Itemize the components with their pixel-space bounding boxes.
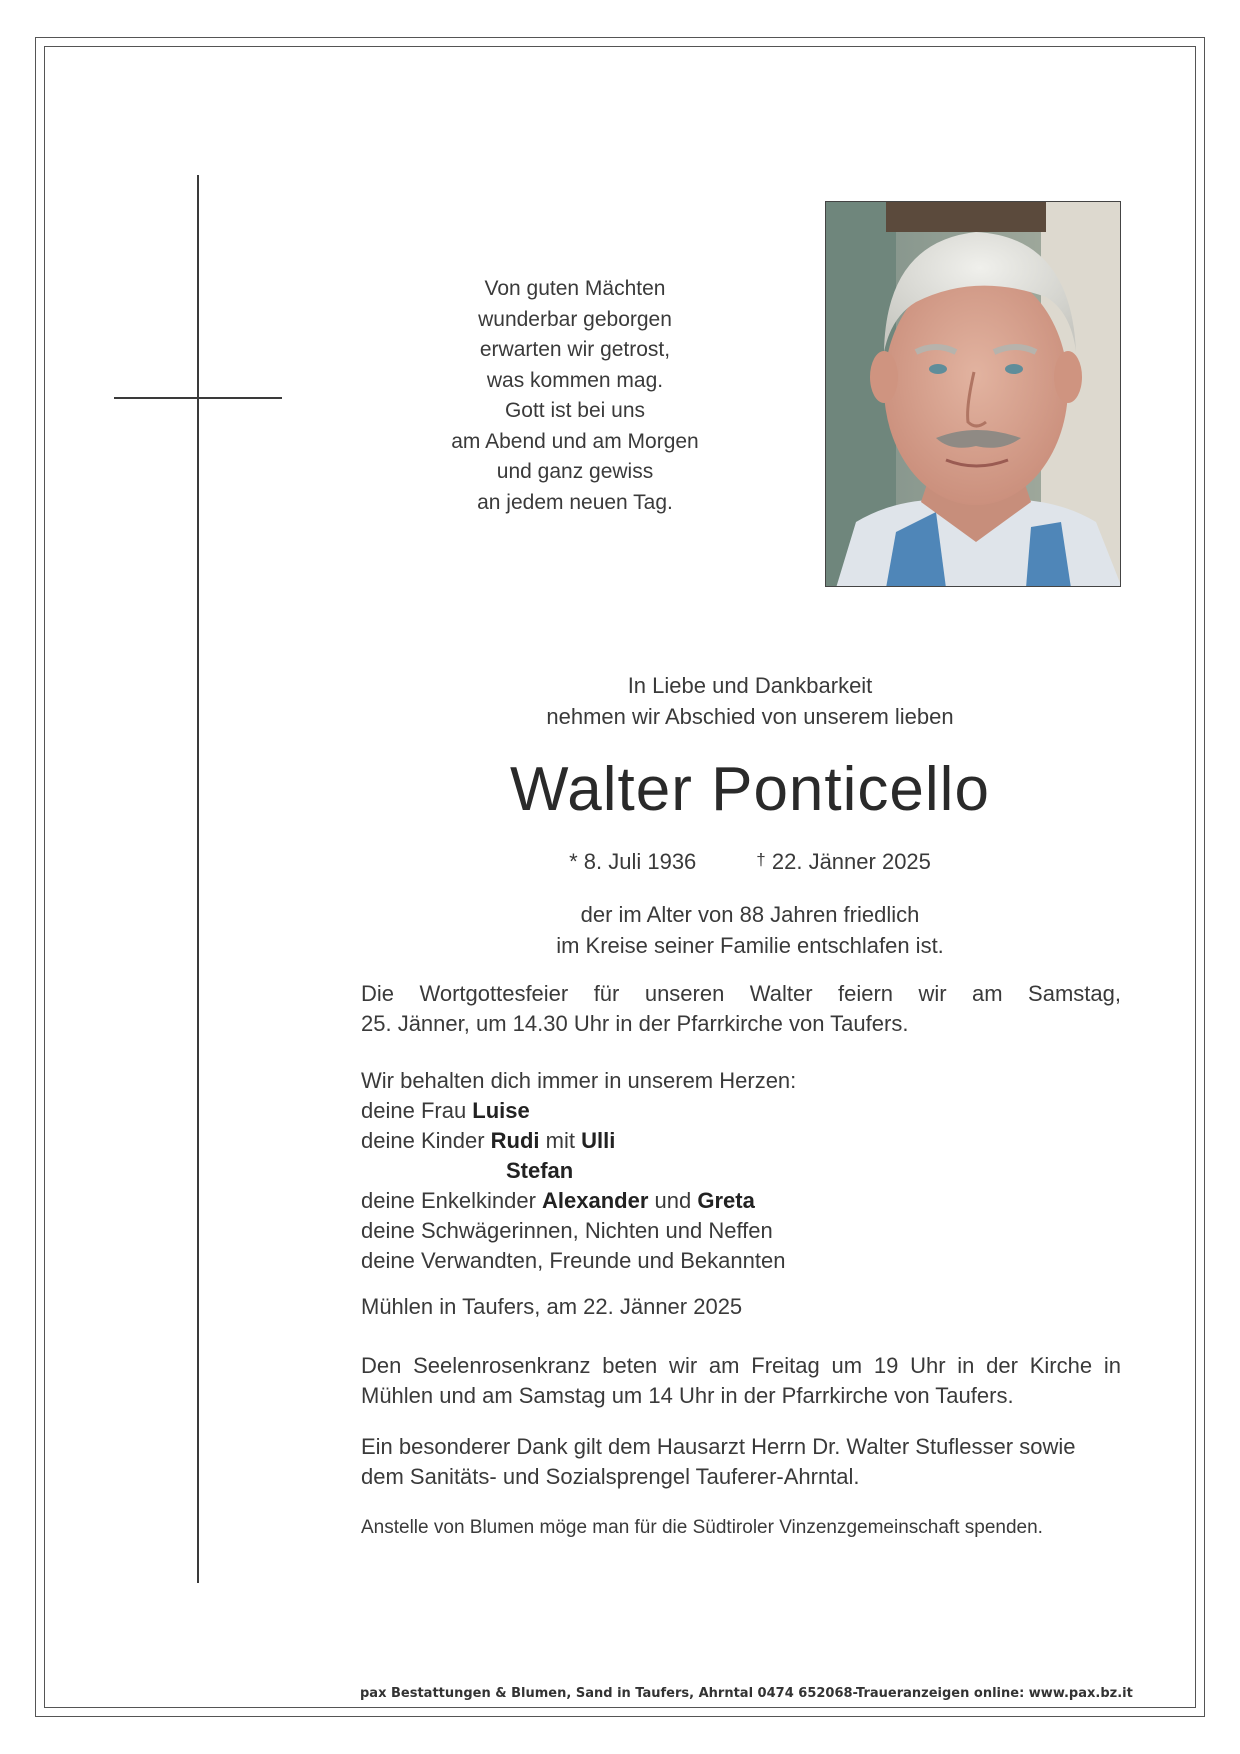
grandchild-name: Alexander (542, 1188, 649, 1213)
rosary-paragraph (361, 1351, 1121, 1411)
family-heading: Wir behalten dich immer in unserem Herzen: (361, 1068, 797, 1093)
birth-date: * 8. Juli 1936 (569, 849, 697, 874)
age-line: im Kreise seiner Familie entschlafen ist. (556, 933, 944, 958)
intro-line: nehmen wir Abschied von unserem lieben (546, 704, 954, 729)
poem (400, 274, 750, 518)
footer-contact: pax Bestattungen & Blumen, Sand in Taufers, Ahrntal 0474 652068-Traueranzeigen online: www.pax.bz.it (360, 1686, 1133, 1701)
donation-note: Anstelle von Blumen möge man für die Südtiroler Vinzenzgemeinschaft spenden. (361, 1517, 1043, 1538)
family-list (361, 1066, 1121, 1276)
deceased-name: Walter Ponticello (510, 755, 990, 824)
portrait-photo (825, 201, 1121, 587)
rosary-line: Mühlen und am Samstag um 14 Uhr in der Pfarrkirche von Taufers. (361, 1383, 1014, 1408)
death-date: 22. Jänner 2025 (765, 849, 931, 874)
family-relatives-line: deine Verwandten, Freunde und Bekannten (361, 1248, 786, 1273)
life-dates (400, 845, 1100, 877)
rosary-line: Den Seelenrosenkranz beten wir am Freitag um 19 Uhr in der Kirche in (361, 1353, 1121, 1378)
family-label: deine Frau (361, 1098, 473, 1123)
poem-line: und ganz gewiss (496, 460, 654, 483)
service-paragraph (361, 979, 1121, 1039)
family-grandchildren-line (361, 1186, 1121, 1216)
wife-name: Luise (472, 1098, 530, 1123)
family-wife-line (361, 1096, 1121, 1126)
poem-line: erwarten wir getrost, (479, 338, 671, 361)
thanks-line: Ein besonderer Dank gilt dem Hausarzt Herrn Dr. Walter Stuflesser sowie (361, 1434, 1076, 1459)
cross-horizontal-bar (114, 397, 282, 399)
family-label: deine Enkelkinder (361, 1188, 543, 1213)
family-label: deine Kinder (361, 1128, 491, 1153)
poem-line: Von guten Mächten (484, 277, 666, 300)
thanks-paragraph (361, 1432, 1121, 1492)
family-child2-line (361, 1156, 1121, 1186)
age-line: der im Alter von 88 Jahren friedlich (580, 902, 920, 927)
family-connector: und (648, 1188, 698, 1213)
intro-line: In Liebe und Dankbarkeit (627, 673, 873, 698)
child-name: Rudi (490, 1128, 540, 1153)
service-line: Die Wortgottesfeier für unseren Walter feiern wir am Samstag, (361, 981, 1121, 1006)
poem-line: am Abend und am Morgen (451, 429, 699, 453)
place-date: Mühlen in Taufers, am 22. Jänner 2025 (361, 1294, 743, 1319)
poem-line: Gott ist bei uns (504, 399, 646, 422)
death-cross-symbol: † (756, 850, 766, 869)
poem-line: wunderbar geborgen (478, 307, 672, 331)
family-inlaws-line: deine Schwägerinnen, Nichten und Neffen (361, 1218, 773, 1243)
poem-line: an jedem neuen Tag. (477, 490, 673, 514)
service-line: 25. Jänner, um 14.30 Uhr in der Pfarrkirche von Taufers. (361, 1011, 909, 1036)
poem-line: was kommen mag. (486, 368, 664, 392)
family-children-line (361, 1126, 1121, 1156)
intro-text (400, 670, 1100, 732)
portrait-illustration (826, 202, 1121, 587)
thanks-line: dem Sanitäts- und Sozialsprengel Tauferer-Ahrntal. (361, 1464, 860, 1489)
cross-vertical-bar (197, 175, 199, 1583)
family-connector: mit (539, 1128, 582, 1153)
child-name: Stefan (506, 1158, 574, 1183)
child-partner-name: Ulli (581, 1128, 616, 1153)
grandchild-name: Greta (697, 1188, 755, 1213)
age-text (400, 899, 1100, 961)
